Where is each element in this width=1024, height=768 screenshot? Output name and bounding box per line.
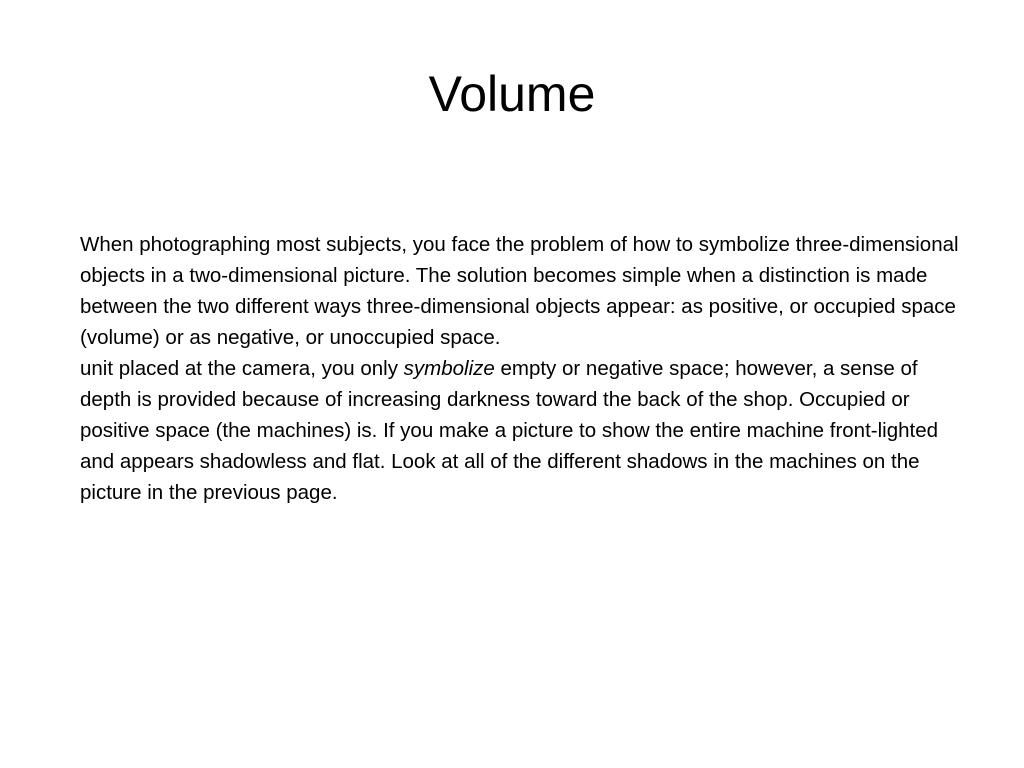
slide-title: Volume — [428, 66, 596, 122]
body-paragraph-2-emphasis: symbolize — [403, 357, 495, 380]
body-paragraph-2 — [80, 353, 960, 508]
body-paragraph-1: When photographing most subjects, you face the problem of how to symbolize three-dimensional objects in a two-dimensional picture. The solution becomes simple when a distinction is made between the two different ways three-dimensional objects appear: as positive, or occupied space (volume) or as negative, or unoccupied space. — [80, 233, 959, 349]
body-paragraph-2-start: unit placed at the camera, you only — [80, 357, 404, 380]
slide-body — [80, 229, 960, 508]
body-paragraph-2-end: empty or negative space; however, a sense of depth is provided because of increasing darkness toward the back of the shop. Occupied or positive space (the machines) is. If you make a picture to show the entire machine front-lighted and appears shadowless and flat. Look at all of the different shadows in the machines on the picture in the previous page. — [80, 357, 939, 504]
